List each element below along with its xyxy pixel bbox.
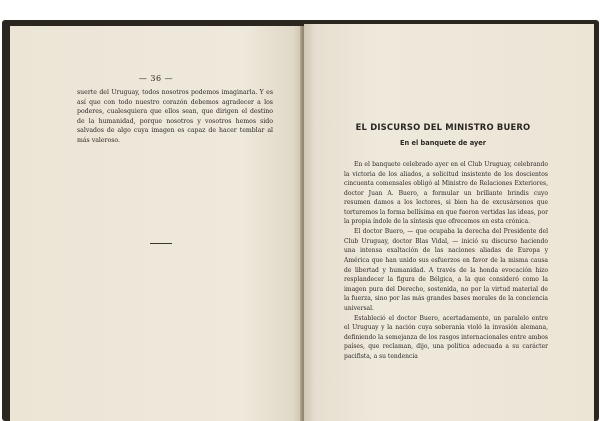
right-page-text [344,160,548,362]
article-subtitle: En el banquete de ayer [400,139,486,147]
paragraph: Estableció el doctor Buero, acertadamente, un paralelo entre el Uruguay y la nación cuya soberanía violó la invasión alemana, definiendo la semejanza de los rasgos internacionales entre ambos países, que reclaman, dijo, una política adecuada a su carácter pacifista, a su tendencia [344,314,548,360]
right-page [304,24,594,421]
paragraph: suerte del Uruguay, todos nosotros podemos imaginarla. Y es así que con todo nuestro corazón debemos agradecer a los poderes, cualesquiera que ellos sean, que dirigen el destino de la humanidad, porque nosotros y vosotros hemos sido salvados de algo cuya imagen es capaz de hacer temblar al más valeroso. [77,89,273,144]
left-page [10,26,302,421]
article-title: EL DISCURSO DEL MINISTRO BUERO [355,122,531,132]
left-page-text [77,88,273,146]
paragraph: El doctor Buero, — que ocupaba la derecha del Presidente del Club Uruguay, doctor Blas Vidal, — inició su discurso haciendo una intensa exaltación de las naciones aliadas de Europa y América que han unido sus esfuerzos en favor de la misma causa de libertad y humanidad. A través de la honda evocación hizo resplandecer la figura de Bélgica, a la que consideró como la imagen pura del Derecho, sostenida, no por la virtud material de la fuerza, sino por las más grandes bases morales de la conciencia universal. [344,228,548,312]
page-number: — 36 — [138,74,174,83]
paragraph: En el banquete celebrado ayer en el Club Uruguay, celebrando la victoria de los aliados, a solicitud insistente de los doscientos cincuenta comensales obligó al Ministro de Relaciones Exteriores, doctor Juan A. Buero, a formular un brillante brindis cuyo resumen damos a los lectores, si bien ha de excusársenos que torturemos la forma bellísima en que fueron vertidas las ideas, por la propia índole de la síntesis que ofrecemos en esta crónica. [344,161,548,226]
section-divider [150,243,172,244]
